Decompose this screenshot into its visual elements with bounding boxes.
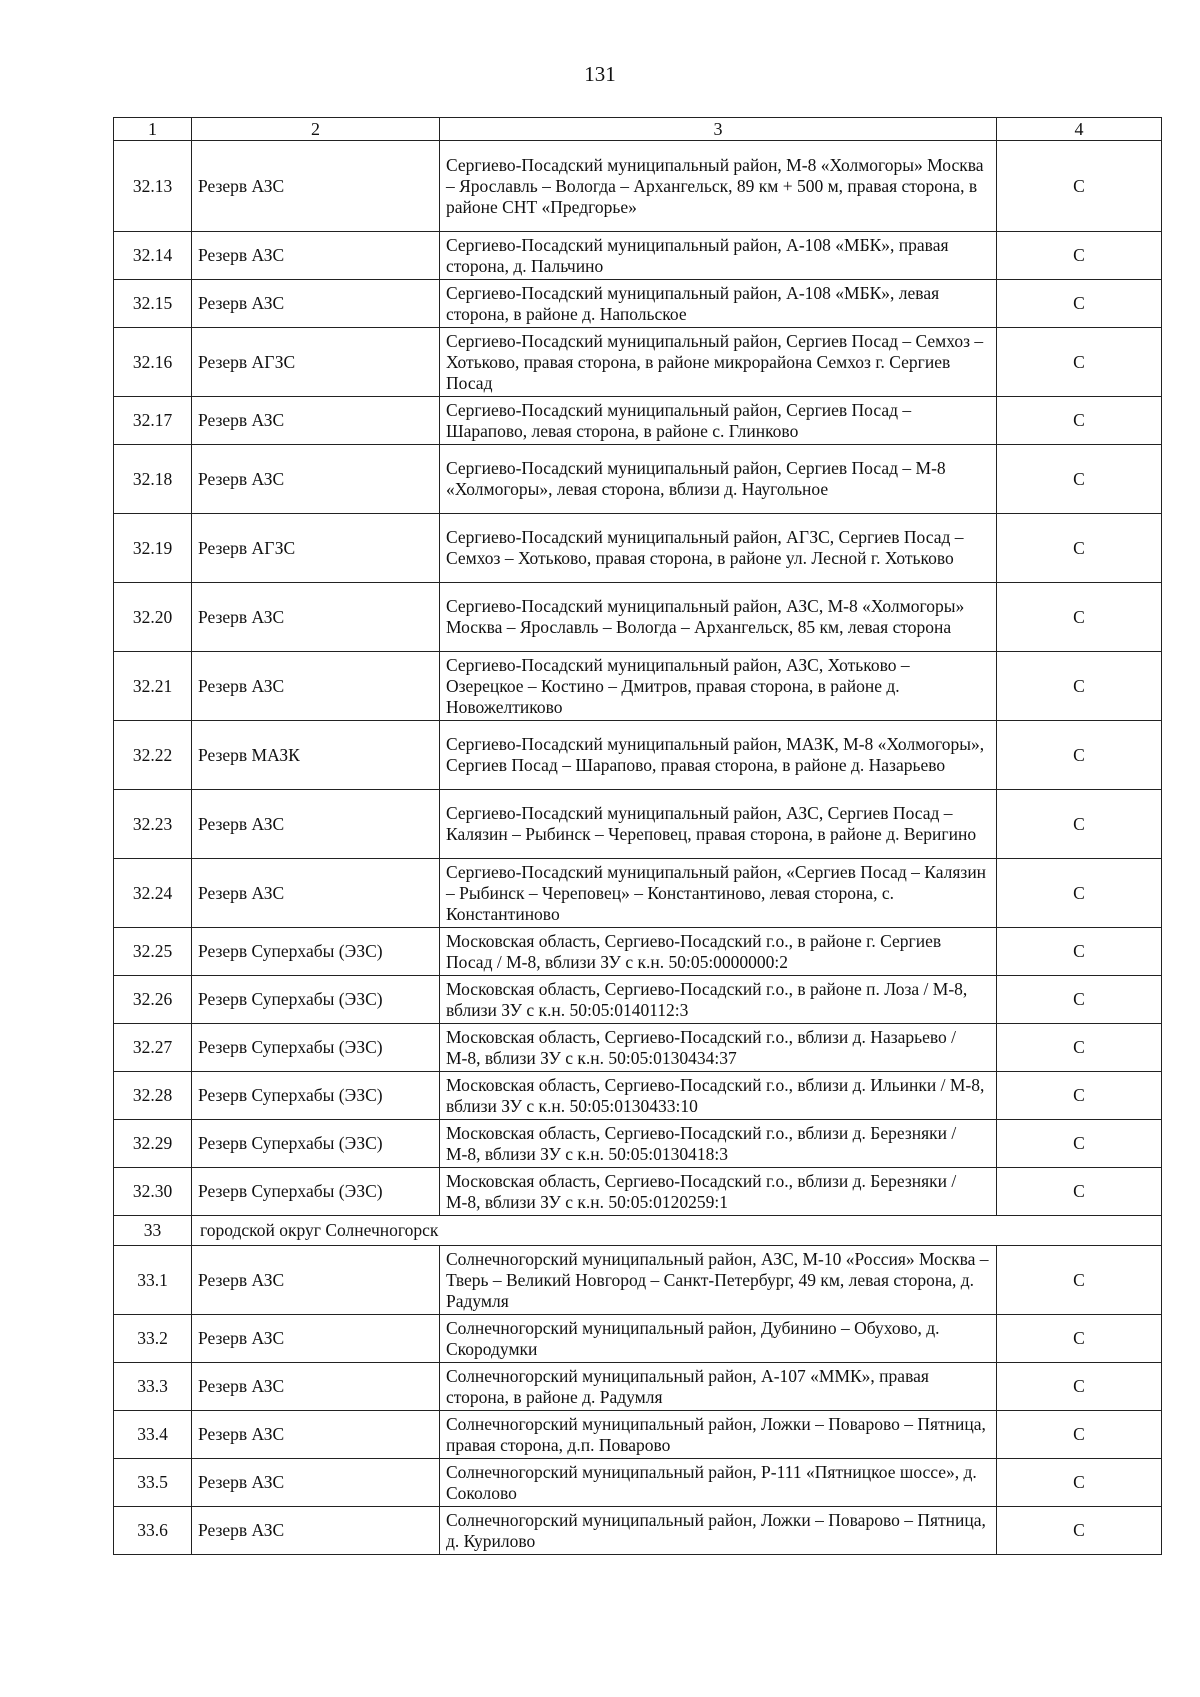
location-description: Сергиево-Посадский муниципальный район, Сергиев Посад – М-8 «Холмогоры», левая сторона, вблизи д. Наугольное xyxy=(440,445,997,514)
location-description: Сергиево-Посадский муниципальный район, Сергиев Посад – Семхоз – Хотьково, правая сторона, в районе микрорайона Семхоз г. Сергиев Посад xyxy=(440,328,997,397)
table-row xyxy=(114,1168,1162,1216)
section-row xyxy=(114,1216,1162,1246)
location-description: Сергиево-Посадский муниципальный район, АЗС, Хотьково – Озерецкое – Костино – Дмитров, правая сторона, в районе д. Новожелтиково xyxy=(440,652,997,721)
row-number: 33.6 xyxy=(114,1507,192,1555)
section-title: городской округ Солнечногорск xyxy=(192,1216,1162,1246)
column-header: 4 xyxy=(997,118,1162,141)
row-number: 32.30 xyxy=(114,1168,192,1216)
object-name: Резерв АЗС xyxy=(192,583,440,652)
category-code: С xyxy=(997,583,1162,652)
row-number: 32.27 xyxy=(114,1024,192,1072)
table-row xyxy=(114,445,1162,514)
object-name: Резерв МАЗК xyxy=(192,721,440,790)
object-name: Резерв АЗС xyxy=(192,1315,440,1363)
category-code: С xyxy=(997,1246,1162,1315)
table-row xyxy=(114,1411,1162,1459)
row-number: 32.24 xyxy=(114,859,192,928)
location-description: Солнечногорский муниципальный район, Ложки – Поварово – Пятница, д. Курилово xyxy=(440,1507,997,1555)
column-header: 1 xyxy=(114,118,192,141)
category-code: С xyxy=(997,1072,1162,1120)
location-description: Московская область, Сергиево-Посадский г.о., вблизи д. Ильинки / М-8, вблизи ЗУ с к.н. 50:05:0130433:10 xyxy=(440,1072,997,1120)
category-code: С xyxy=(997,721,1162,790)
object-name: Резерв Суперхабы (ЭЗС) xyxy=(192,1072,440,1120)
location-description: Московская область, Сергиево-Посадский г.о., вблизи д. Березняки / М-8, вблизи ЗУ с к.н. 50:05:0120259:1 xyxy=(440,1168,997,1216)
table-row xyxy=(114,397,1162,445)
location-description: Сергиево-Посадский муниципальный район, «Сергиев Посад – Калязин – Рыбинск – Череповец» – Константиново, левая сторона, с. Константиново xyxy=(440,859,997,928)
category-code: С xyxy=(997,1411,1162,1459)
location-description: Сергиево-Посадский муниципальный район, М-8 «Холмогоры» Москва – Ярославль – Вологда – Архангельск, 89 км + 500 м, правая сторона, в районе СНТ «Предгорье» xyxy=(440,141,997,232)
row-number: 32.18 xyxy=(114,445,192,514)
table-row xyxy=(114,1315,1162,1363)
row-number: 32.16 xyxy=(114,328,192,397)
object-name: Резерв АЗС xyxy=(192,232,440,280)
row-number: 33.5 xyxy=(114,1459,192,1507)
table-row xyxy=(114,928,1162,976)
row-number: 32.26 xyxy=(114,976,192,1024)
location-description: Московская область, Сергиево-Посадский г.о., вблизи д. Березняки / М-8, вблизи ЗУ с к.н. 50:05:0130418:3 xyxy=(440,1120,997,1168)
object-name: Резерв АЗС xyxy=(192,790,440,859)
location-description: Сергиево-Посадский муниципальный район, Сергиев Посад – Шарапово, левая сторона, в районе с. Глинково xyxy=(440,397,997,445)
category-code: С xyxy=(997,514,1162,583)
table-row xyxy=(114,1246,1162,1315)
location-description: Сергиево-Посадский муниципальный район, МАЗК, М-8 «Холмогоры», Сергиев Посад – Шарапово, правая сторона, в районе д. Назарьево xyxy=(440,721,997,790)
row-number: 32.25 xyxy=(114,928,192,976)
row-number: 32.29 xyxy=(114,1120,192,1168)
location-description: Солнечногорский муниципальный район, Ложки – Поварово – Пятница, правая сторона, д.п. Поварово xyxy=(440,1411,997,1459)
table-row xyxy=(114,583,1162,652)
object-name: Резерв АЗС xyxy=(192,397,440,445)
category-code: С xyxy=(997,652,1162,721)
table-row xyxy=(114,280,1162,328)
object-name: Резерв Суперхабы (ЭЗС) xyxy=(192,976,440,1024)
row-number: 32.19 xyxy=(114,514,192,583)
category-code: С xyxy=(997,328,1162,397)
table-row xyxy=(114,1507,1162,1555)
row-number: 32.17 xyxy=(114,397,192,445)
location-description: Солнечногорский муниципальный район, АЗС, М-10 «Россия» Москва – Тверь – Великий Новгород – Санкт-Петербург, 49 км, левая сторона, д. Радумля xyxy=(440,1246,997,1315)
category-code: С xyxy=(997,445,1162,514)
row-number: 33 xyxy=(114,1216,192,1246)
location-description: Московская область, Сергиево-Посадский г.о., вблизи д. Назарьево / М-8, вблизи ЗУ с к.н. 50:05:0130434:37 xyxy=(440,1024,997,1072)
object-name: Резерв Суперхабы (ЭЗС) xyxy=(192,928,440,976)
object-name: Резерв АЗС xyxy=(192,859,440,928)
location-description: Солнечногорский муниципальный район, А-107 «ММК», правая сторона, в районе д. Радумля xyxy=(440,1363,997,1411)
location-description: Солнечногорский муниципальный район, Р-111 «Пятницкое шоссе», д. Соколово xyxy=(440,1459,997,1507)
row-number: 32.13 xyxy=(114,141,192,232)
category-code: С xyxy=(997,928,1162,976)
row-number: 32.28 xyxy=(114,1072,192,1120)
page-number: 131 xyxy=(584,62,616,86)
location-description: Сергиево-Посадский муниципальный район, АЗС, М-8 «Холмогоры» Москва – Ярославль – Вологда – Архангельск, 85 км, левая сторона xyxy=(440,583,997,652)
row-number: 32.15 xyxy=(114,280,192,328)
reserve-stations-table xyxy=(113,117,1162,1555)
category-code: С xyxy=(997,1315,1162,1363)
category-code: С xyxy=(997,1168,1162,1216)
row-number: 32.14 xyxy=(114,232,192,280)
row-number: 33.2 xyxy=(114,1315,192,1363)
table-row xyxy=(114,328,1162,397)
category-code: С xyxy=(997,790,1162,859)
table-row xyxy=(114,1120,1162,1168)
category-code: С xyxy=(997,1507,1162,1555)
table-row xyxy=(114,652,1162,721)
table-row xyxy=(114,976,1162,1024)
row-number: 32.21 xyxy=(114,652,192,721)
location-description: Московская область, Сергиево-Посадский г.о., в районе г. Сергиев Посад / М-8, вблизи ЗУ с к.н. 50:05:0000000:2 xyxy=(440,928,997,976)
table-row xyxy=(114,1024,1162,1072)
row-number: 33.3 xyxy=(114,1363,192,1411)
category-code: С xyxy=(997,141,1162,232)
object-name: Резерв АЗС xyxy=(192,1507,440,1555)
row-number: 32.23 xyxy=(114,790,192,859)
row-number: 32.20 xyxy=(114,583,192,652)
object-name: Резерв АЗС xyxy=(192,1246,440,1315)
object-name: Резерв АГЗС xyxy=(192,328,440,397)
category-code: С xyxy=(997,280,1162,328)
table-row xyxy=(114,141,1162,232)
object-name: Резерв Суперхабы (ЭЗС) xyxy=(192,1024,440,1072)
object-name: Резерв АЗС xyxy=(192,1459,440,1507)
table-row xyxy=(114,859,1162,928)
table-row xyxy=(114,232,1162,280)
category-code: С xyxy=(997,1363,1162,1411)
table-row xyxy=(114,1459,1162,1507)
object-name: Резерв Суперхабы (ЭЗС) xyxy=(192,1120,440,1168)
table-header-row xyxy=(114,118,1162,141)
table-row xyxy=(114,790,1162,859)
object-name: Резерв АГЗС xyxy=(192,514,440,583)
object-name: Резерв АЗС xyxy=(192,652,440,721)
object-name: Резерв АЗС xyxy=(192,1411,440,1459)
location-description: Сергиево-Посадский муниципальный район, АЗС, Сергиев Посад – Калязин – Рыбинск – Череповец, правая сторона, в районе д. Веригино xyxy=(440,790,997,859)
category-code: С xyxy=(997,232,1162,280)
row-number: 32.22 xyxy=(114,721,192,790)
location-description: Сергиево-Посадский муниципальный район, А-108 «МБК», левая сторона, в районе д. Напольское xyxy=(440,280,997,328)
column-header: 3 xyxy=(440,118,997,141)
category-code: С xyxy=(997,1024,1162,1072)
location-description: Солнечногорский муниципальный район, Дубинино – Обухово, д. Скородумки xyxy=(440,1315,997,1363)
table-row xyxy=(114,1363,1162,1411)
table-row xyxy=(114,1072,1162,1120)
object-name: Резерв Суперхабы (ЭЗС) xyxy=(192,1168,440,1216)
table-body xyxy=(114,141,1162,1555)
category-code: С xyxy=(997,1120,1162,1168)
table-row xyxy=(114,721,1162,790)
object-name: Резерв АЗС xyxy=(192,445,440,514)
row-number: 33.1 xyxy=(114,1246,192,1315)
table-row xyxy=(114,514,1162,583)
location-description: Сергиево-Посадский муниципальный район, А-108 «МБК», правая сторона, д. Пальчино xyxy=(440,232,997,280)
object-name: Резерв АЗС xyxy=(192,1363,440,1411)
category-code: С xyxy=(997,1459,1162,1507)
location-description: Сергиево-Посадский муниципальный район, АГЗС, Сергиев Посад – Семхоз – Хотьково, правая сторона, в районе ул. Лесной г. Хотьково xyxy=(440,514,997,583)
column-header: 2 xyxy=(192,118,440,141)
object-name: Резерв АЗС xyxy=(192,280,440,328)
category-code: С xyxy=(997,397,1162,445)
location-description: Московская область, Сергиево-Посадский г.о., в районе п. Лоза / М-8, вблизи ЗУ с к.н. 50:05:0140112:3 xyxy=(440,976,997,1024)
row-number: 33.4 xyxy=(114,1411,192,1459)
category-code: С xyxy=(997,976,1162,1024)
object-name: Резерв АЗС xyxy=(192,141,440,232)
category-code: С xyxy=(997,859,1162,928)
